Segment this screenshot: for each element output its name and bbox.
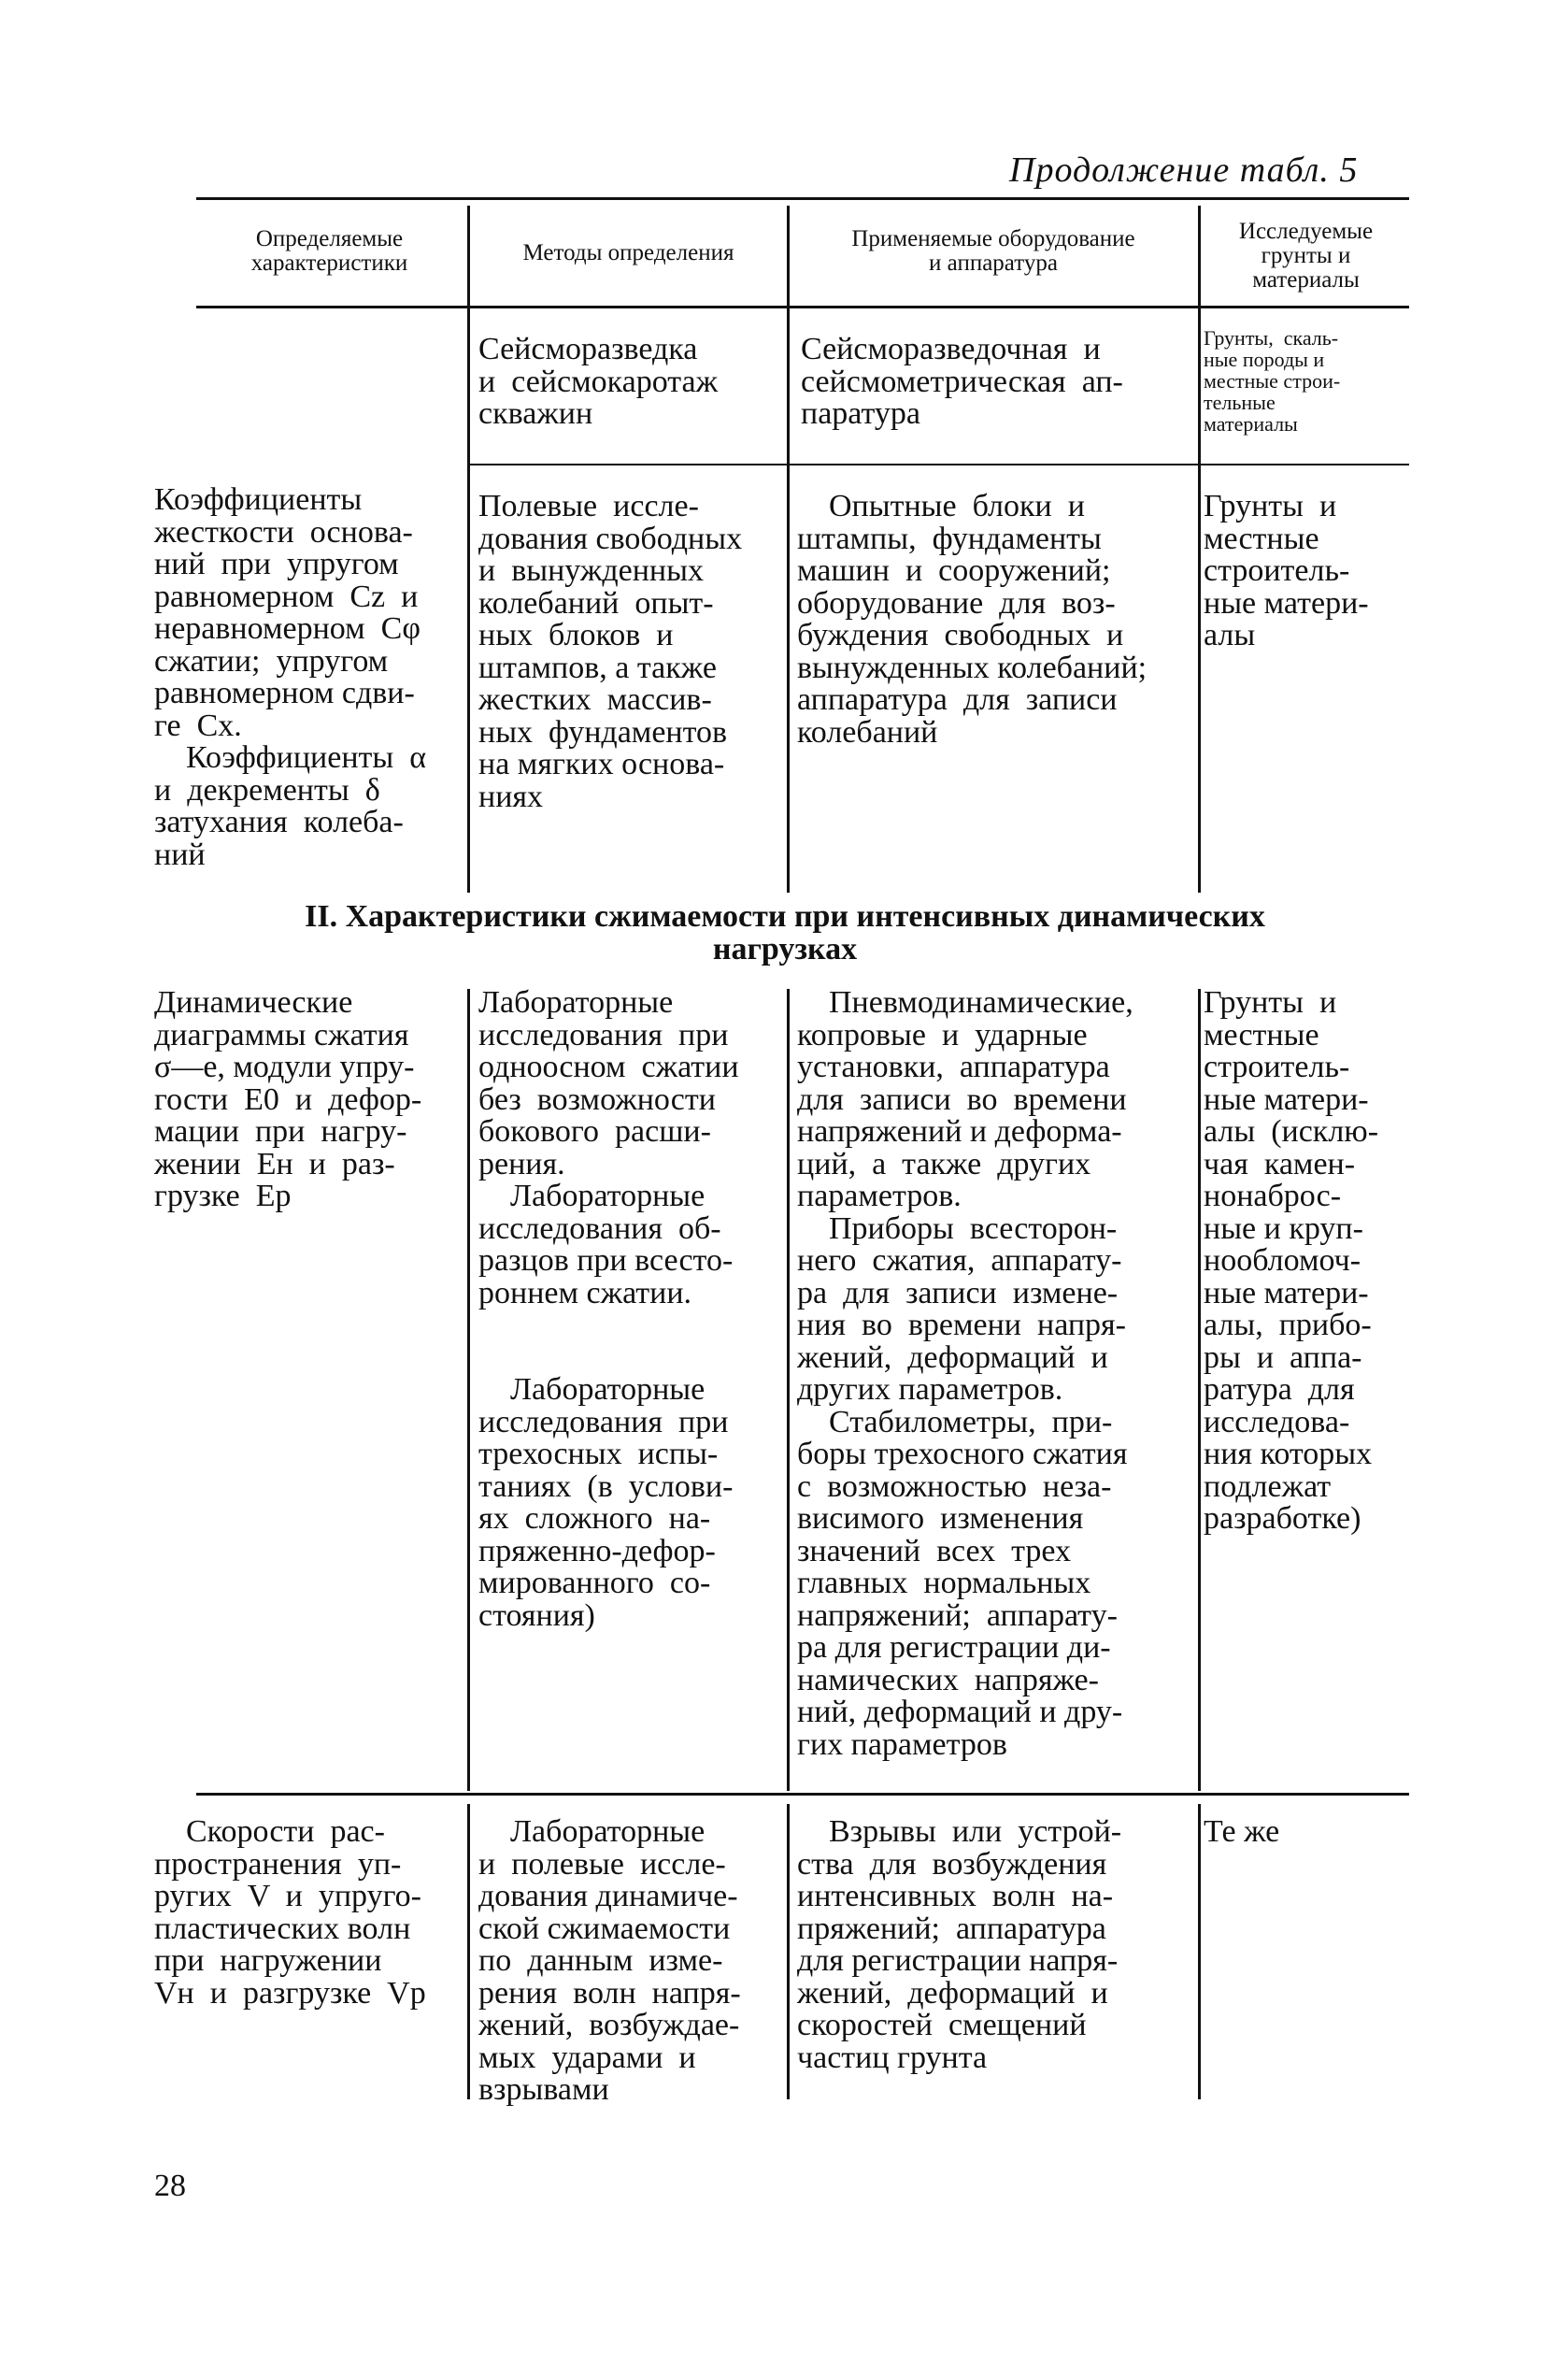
header-methods: Методы определения <box>522 240 734 265</box>
row4-equipment: Взрывы или устрой- ства для возбуждения интенсивных волн на- пряжений; аппаратура для регистрации напря- жений, деформаций и скоростей смещений частиц грунта <box>797 1814 1122 2075</box>
continuation-label: Продолжение табл. 5 <box>1009 150 1359 190</box>
header-characteristics: Определяемые характеристики <box>250 226 408 276</box>
row1-methods: Сейсморазведка и сейсмокаротаж скважин <box>478 332 719 431</box>
header-equipment: Применяемые оборудование и аппаратура <box>851 226 1135 276</box>
row3-characteristics: Динамические диаграммы сжатия σ—e, модули упру- гости E0 и дефор- мации при нагру- жении Eн и раз- грузке Eр <box>154 985 422 1213</box>
col-divider-1 <box>467 206 470 893</box>
col-divider-3b <box>1198 989 1201 1791</box>
col-divider-2b <box>787 989 790 1791</box>
col-divider-1b <box>467 989 470 1791</box>
col-divider-2c <box>787 1804 790 2099</box>
table-top-rule <box>196 197 1409 200</box>
row4-materials: Те же <box>1204 1814 1280 1849</box>
row4-characteristics: Скорости рас- пространения уп- ругих V и упруго- пластических волн при нагружении Vн и разгрузке Vр <box>154 1814 426 2011</box>
section-rule <box>196 1793 1409 1796</box>
col-divider-3 <box>1198 206 1201 893</box>
row2-materials: Грунты и местные строитель- ные матери- алы <box>1204 489 1369 652</box>
row3-methods: Лабораторные исследования при одноосном сжатии без возможности бокового расши- рения. Лабораторные исследования об- разцов при всесто- роннем сжатии. Лабораторные исследования при трехосных испы- таниях (в услови- ях сложного на- пряженно-дефор- мированного со- стояния) <box>478 985 739 1633</box>
row2-methods: Полевые иссле- дования свободных и вынужденных колебаний опыт- ных блоков и штампов, а также жестких массив- ных фундаментов на мягких основа- ниях <box>478 489 743 814</box>
row1-materials: Грунты, скаль- ные породы и местные строи- тельные материалы <box>1204 326 1341 436</box>
row1-equipment: Сейсморазведочная и сейсмометрическая ап- паратура <box>801 332 1123 431</box>
section-title: II. Характеристики сжимаемости при интенсивных динамических нагрузках <box>305 899 1265 966</box>
row3-equipment: Пневмодинамические, копровые и ударные установки, аппаратура для записи во времени напряжений и деформа- ций, а также других параметров. Приборы всесторон- него сжатия, аппарату- ра для записи измене- ния во времени напря- жений, деформаций и других параметров. Стабилометры, при- боры трехосного сжатия с возможностью неза- висимого изменения значений всех трех главных нормальных напряжений; аппарату- ра для регистрации ди- намических напряже- ний, деформаций и дру- гих параметров <box>797 985 1133 1762</box>
row3-materials: Грунты и местные строитель- ные матери- алы (исклю- чая камен- нонаброс- ные и круп- нообломоч- ные матери- алы, прибо- ры и аппа- ратура для исследова- ния которых подлежат разработке) <box>1204 985 1379 1536</box>
col-divider-1c <box>467 1804 470 2099</box>
page-number: 28 <box>154 2169 186 2203</box>
col-divider-2 <box>787 206 790 893</box>
row2-characteristics: Коэффициенты жесткости основа- ний при упругом равномерном Cz и неравномерном Cφ сжатии; упругом равномерном сдви- ге Cx. Коэффициенты α и декременты δ затухания колеба- ний <box>154 482 427 872</box>
col-divider-3c <box>1198 1804 1201 2099</box>
row4-methods: Лабораторные и полевые иссле- дования динамиче- ской сжимаемости по данным изме- рения волн напря- жений, возбуждае- мых ударами и взрывами <box>478 1814 741 2107</box>
row2-equipment: Опытные блоки и штампы, фундаменты машин и сооружений; оборудование для воз- буждения свободных и вынужденных колебаний; аппаратура для записи колебаний <box>797 489 1147 750</box>
row1-bottom-rule <box>467 464 1409 465</box>
header-bottom-rule <box>196 306 1409 308</box>
header-materials: Исследуемые грунты и материалы <box>1238 219 1374 293</box>
